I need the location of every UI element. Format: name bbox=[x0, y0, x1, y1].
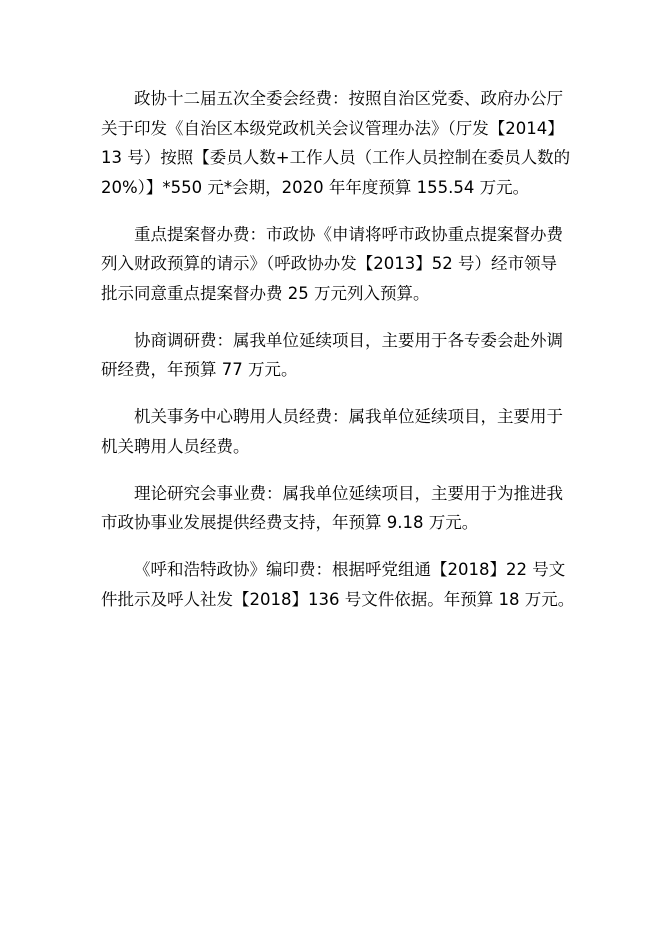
text-line: 《呼和浩特政协》编印费：根据呼党组通【2018】22 号文 bbox=[134, 560, 566, 579]
text-line: 理论研究会事业费：属我单位延续项目，主要用于为推进我 bbox=[134, 483, 563, 503]
text-line: 市政协事业发展提供经费支持，年预算 9.18 万元。 bbox=[101, 513, 479, 532]
text-line: 批示同意重点提案督办费 25 万元列入预算。 bbox=[101, 283, 430, 303]
text-line: 政协十二届五次全委会经费：按照自治区党委、政府办公厅 bbox=[134, 89, 563, 108]
text-line: 研经费，年预算 77 万元。 bbox=[101, 360, 298, 379]
text-line: 协商调研费：属我单位延续项目，主要用于各专委会赴外调 bbox=[134, 330, 563, 350]
paragraph-key-proposal-supervision-funds bbox=[101, 220, 563, 309]
text-line: 13 号）按照【委员人数+工作人员（工作人员控制在委员人数的 bbox=[101, 148, 571, 167]
text-line: 机关事务中心聘用人员经费：属我单位延续项目，主要用于 bbox=[134, 407, 563, 426]
text-line: 重点提案督办费：市政协《申请将呼市政协重点提案督办费 bbox=[134, 224, 563, 244]
document-body bbox=[101, 84, 575, 614]
paragraph-consultation-research-funds bbox=[101, 326, 563, 385]
text-line: 列入财政预算的请示》（呼政协办发【2013】52 号）经市领导 bbox=[101, 254, 557, 273]
text-line: 关于印发《自治区本级党政机关会议管理办法》（厅发【2014】 bbox=[101, 118, 564, 138]
paragraph-service-center-staff-funds bbox=[101, 402, 563, 461]
paragraph-cppcc-plenary-meeting-funds bbox=[101, 84, 571, 202]
paragraph-theory-research-society-funds bbox=[101, 479, 563, 538]
text-line: 20%）】*550 元*会期，2020 年年度预算 155.54 万元。 bbox=[101, 177, 530, 197]
paragraph-publication-printing-funds bbox=[101, 555, 575, 614]
text-line: 机关聘用人员经费。 bbox=[101, 436, 250, 456]
text-line: 件批示及呼人社发【2018】136 号文件依据。年预算 18 万元。 bbox=[101, 589, 575, 609]
